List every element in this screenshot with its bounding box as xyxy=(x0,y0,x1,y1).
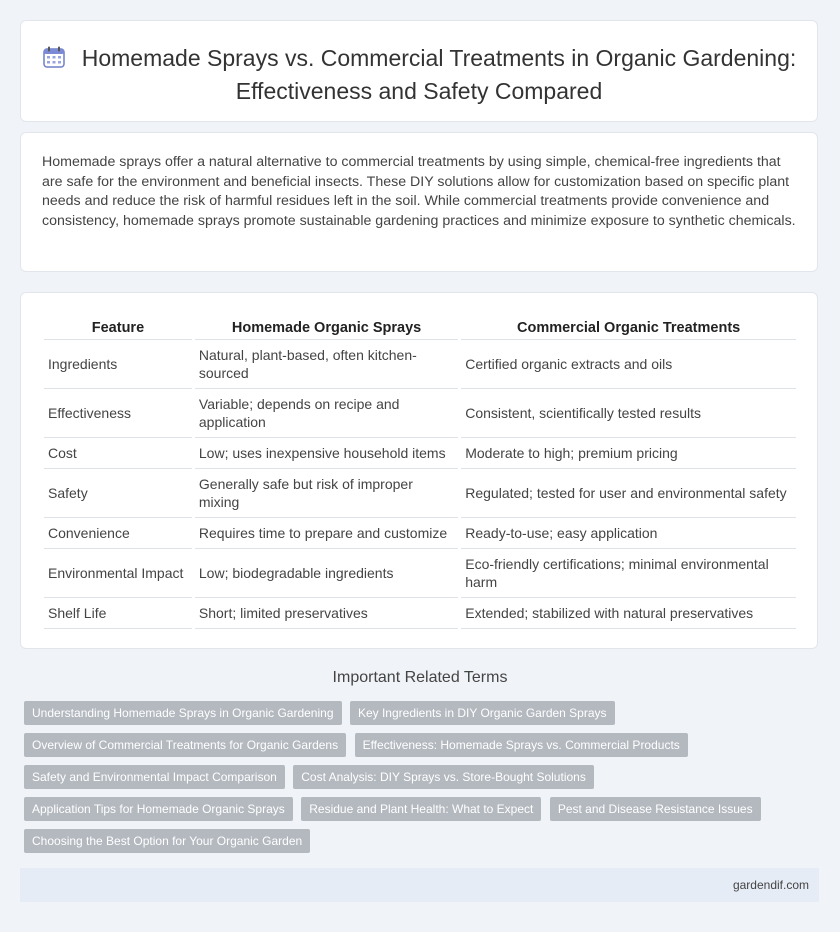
table-row xyxy=(44,598,796,629)
table-cell: Cost xyxy=(44,438,192,469)
table-row xyxy=(44,438,796,469)
table-cell: Shelf Life xyxy=(44,598,192,629)
table-cell: Moderate to high; premium pricing xyxy=(461,438,796,469)
intro-card xyxy=(20,132,818,272)
table-cell: Low; biodegradable ingredients xyxy=(195,549,458,598)
table-cell: Convenience xyxy=(44,518,192,549)
table-cell: Variable; depends on recipe and application xyxy=(195,389,458,438)
table-cell: Generally safe but risk of improper mixing xyxy=(195,469,458,518)
table-cell: Requires time to prepare and customize xyxy=(195,518,458,549)
related-terms-heading: Important Related Terms xyxy=(332,669,508,686)
table-header-row xyxy=(44,315,796,340)
calendar-icon xyxy=(42,45,66,76)
table-cell: Extended; stabilized with natural preservatives xyxy=(461,598,796,629)
related-term-tag[interactable]: Application Tips for Homemade Organic Sprays xyxy=(24,797,293,821)
column-header: Homemade Organic Sprays xyxy=(195,315,458,340)
related-term-tag[interactable]: Understanding Homemade Sprays in Organic Gardening xyxy=(24,701,342,725)
table-cell: Environmental Impact xyxy=(44,549,192,598)
table-cell: Ready-to-use; easy application xyxy=(461,518,796,549)
table-cell: Eco-friendly certifications; minimal environmental harm xyxy=(461,549,796,598)
table-row xyxy=(44,389,796,438)
title-text: Homemade Sprays vs. Commercial Treatments in Organic Gardening: Effectiveness and Safety Compared xyxy=(81,45,797,104)
related-term-tag[interactable]: Residue and Plant Health: What to Expect xyxy=(301,797,541,821)
table-cell: Certified organic extracts and oils xyxy=(461,340,796,389)
related-term-tag[interactable]: Effectiveness: Homemade Sprays vs. Commercial Products xyxy=(355,733,688,757)
footer xyxy=(20,868,819,902)
table-row xyxy=(44,469,796,518)
related-term-tag[interactable]: Overview of Commercial Treatments for Organic Gardens xyxy=(24,733,346,757)
comparison-table-card xyxy=(20,292,818,649)
comparison-table xyxy=(41,315,799,629)
column-header: Feature xyxy=(44,315,192,340)
table-cell: Ingredients xyxy=(44,340,192,389)
site-name[interactable]: gardendif.com xyxy=(732,878,809,892)
column-header: Commercial Organic Treatments xyxy=(461,315,796,340)
table-cell: Effectiveness xyxy=(44,389,192,438)
table-cell: Low; uses inexpensive household items xyxy=(195,438,458,469)
table-cell: Natural, plant-based, often kitchen-sourced xyxy=(195,340,458,389)
table-cell: Regulated; tested for user and environmental safety xyxy=(461,469,796,518)
title-card xyxy=(20,20,818,122)
related-term-tag[interactable]: Cost Analysis: DIY Sprays vs. Store-Bought Solutions xyxy=(293,765,594,789)
table-cell: Safety xyxy=(44,469,192,518)
table-row xyxy=(44,518,796,549)
table-row xyxy=(44,340,796,389)
related-terms-list xyxy=(24,701,814,861)
related-term-tag[interactable]: Safety and Environmental Impact Comparison xyxy=(24,765,285,789)
table-cell: Short; limited preservatives xyxy=(195,598,458,629)
table-row xyxy=(44,549,796,598)
related-term-tag[interactable]: Choosing the Best Option for Your Organic Garden xyxy=(24,829,310,853)
page-title xyxy=(21,43,817,106)
intro-paragraph: Homemade sprays offer a natural alternative to commercial treatments by using simple, chemical-free ingredients that are safe for the environment and beneficial insects. These DIY solutions allow for customization based on specific plant needs and reduce the risk of harmful residues left in the soil. While commercial treatments provide convenience and consistency, homemade sprays promote sustainable gardening practices and minimize exposure to synthetic chemicals. xyxy=(42,154,796,230)
related-term-tag[interactable]: Pest and Disease Resistance Issues xyxy=(550,797,761,821)
related-term-tag[interactable]: Key Ingredients in DIY Organic Garden Sprays xyxy=(350,701,615,725)
table-cell: Consistent, scientifically tested results xyxy=(461,389,796,438)
